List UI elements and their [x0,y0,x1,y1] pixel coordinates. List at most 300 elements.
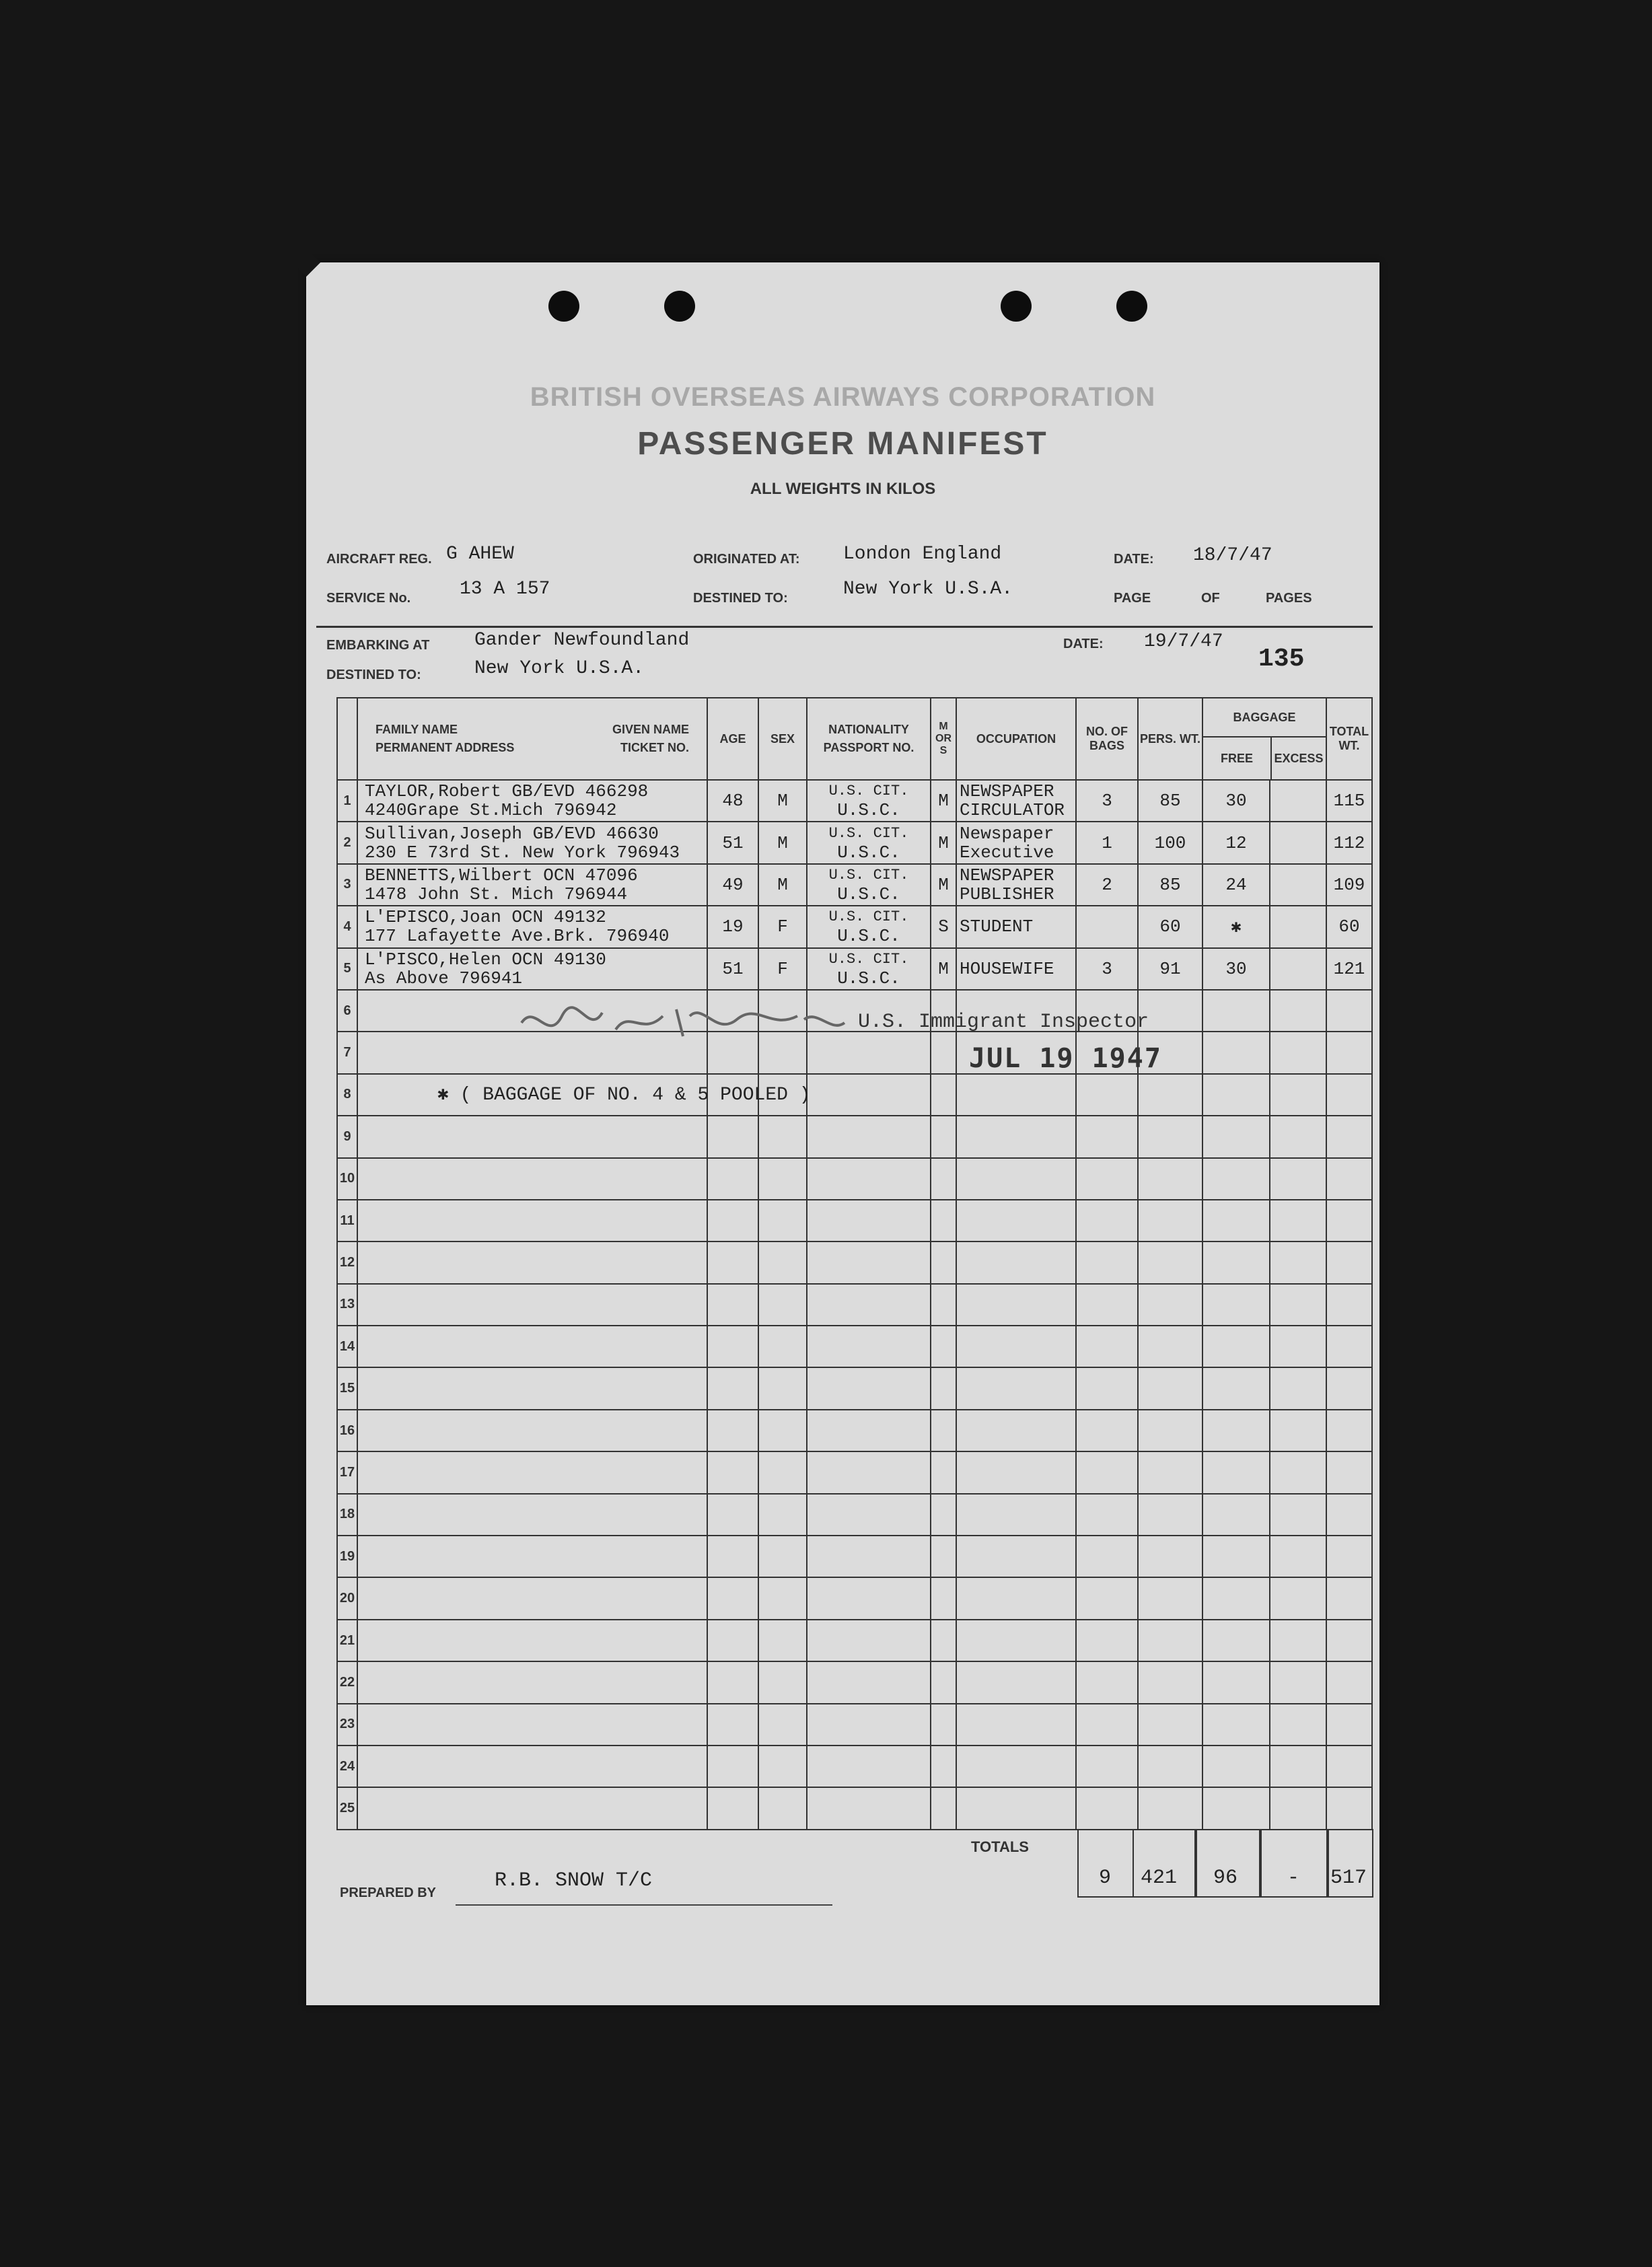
empty-cell [807,1704,931,1746]
empty-cell [1270,1158,1326,1200]
empty-cell [1202,1032,1270,1073]
total-weight: 60 [1326,906,1372,947]
empty-cell [1270,990,1326,1032]
totals-total: 517 [1330,1867,1367,1890]
empty-cell [931,1746,956,1787]
embark-destined-value: New York U.S.A. [474,658,645,679]
passenger-name-address [357,822,707,863]
empty-cell [956,1367,1076,1409]
empty-cell [1326,1200,1372,1242]
passport-line: U.S.C. [837,800,900,821]
empty-cell [931,1410,956,1451]
empty-cell [1202,1410,1270,1451]
passenger-age: 51 [707,948,758,990]
empty-cell [1076,1704,1138,1746]
empty-cell [807,1451,931,1493]
empty-cell [707,1200,758,1242]
passenger-marital: M [931,948,956,990]
baggage-free: 30 [1202,948,1270,990]
empty-cell [1076,1494,1138,1536]
table-row-empty [337,1746,1372,1787]
empty-cell [1202,990,1270,1032]
empty-cell [1202,1451,1270,1493]
empty-cell [357,1746,707,1787]
row-number: 9 [337,1116,357,1157]
empty-cell [758,1284,807,1326]
aircraft-reg-value: G AHEW [446,544,514,565]
punch-hole [1001,291,1032,322]
empty-cell [807,1410,931,1451]
sex-header: SEX [758,698,807,780]
empty-cell [1326,1451,1372,1493]
page-title: PASSENGER MANIFEST [637,426,1048,462]
empty-cell [1138,1620,1202,1661]
empty-cell [1076,1326,1138,1367]
empty-cell [1270,1661,1326,1703]
empty-cell [1326,1284,1372,1326]
empty-cell [1270,1242,1326,1283]
baggage-excess [1270,780,1326,822]
weights-note: ALL WEIGHTS IN KILOS [750,480,936,498]
empty-cell [1202,1787,1270,1829]
row-number: 22 [337,1661,357,1703]
row-number: 17 [337,1451,357,1493]
empty-cell [357,1494,707,1536]
empty-cell [758,1536,807,1577]
empty-cell [758,1410,807,1451]
passport-line: U.S.C. [837,842,900,863]
empty-cell [1326,1367,1372,1409]
occupation-line1: NEWSPAPER [960,781,1054,802]
empty-cell [956,1577,1076,1619]
row-number: 4 [337,906,357,947]
empty-cell [807,1536,931,1577]
totals-bags: 9 [1099,1867,1112,1890]
empty-cell [1270,1116,1326,1157]
row-number: 16 [337,1410,357,1451]
originated-value: London England [843,544,1002,565]
passenger-occupation [956,864,1076,906]
passenger-weight: 60 [1138,906,1202,947]
empty-cell [1326,1494,1372,1536]
row-number: 13 [337,1284,357,1326]
empty-cell [758,1242,807,1283]
empty-cell [1076,1451,1138,1493]
passenger-address: 230 E 73rd St. New York 796943 [365,842,680,863]
baggage-excess [1270,822,1326,863]
empty-cell [807,1661,931,1703]
empty-cell [357,1577,707,1619]
corporation-name: BRITISH OVERSEAS AIRWAYS CORPORATION [530,382,1156,412]
passenger-sex: M [758,822,807,863]
empty-cell [1326,1158,1372,1200]
empty-cell [1138,1284,1202,1326]
table-row-empty [337,990,1372,1032]
passenger-address: 4240Grape St.Mich 796942 [365,800,617,821]
passenger-name: TAYLOR,Robert GB/EVD 466298 [365,781,649,802]
empty-cell [1326,1577,1372,1619]
passenger-name: L'PISCO,Helen OCN 49130 [365,949,606,970]
punch-hole [1116,291,1147,322]
empty-cell [1076,1577,1138,1619]
empty-cell [1076,1158,1138,1200]
empty-cell [1326,1661,1372,1703]
empty-cell [807,1577,931,1619]
passenger-sex: M [758,780,807,822]
destined-label: DESTINED TO: [693,591,788,606]
empty-cell [1202,1367,1270,1409]
empty-cell [1326,1032,1372,1073]
empty-cell [707,1577,758,1619]
empty-cell [1202,1158,1270,1200]
empty-cell [1138,1158,1202,1200]
totals-free: 96 [1213,1867,1238,1890]
passenger-nationality [807,822,931,863]
empty-cell [931,1074,956,1116]
empty-cell [807,1200,931,1242]
passenger-weight: 100 [1138,822,1202,863]
empty-cell [707,1410,758,1451]
passport-line: U.S.C. [837,884,900,904]
table-row-empty [337,1158,1372,1200]
empty-cell [956,1074,1076,1116]
empty-cell [707,1451,758,1493]
destined-value: New York U.S.A. [843,579,1013,600]
row-number: 24 [337,1746,357,1787]
page-label: PAGE [1114,591,1151,606]
empty-cell [1270,1620,1326,1661]
baggage-excess [1270,948,1326,990]
empty-cell [707,1787,758,1829]
row-number: 18 [337,1494,357,1536]
total-weight: 109 [1326,864,1372,906]
passenger-name: L'EPISCO,Joan OCN 49132 [365,907,606,928]
empty-cell [707,1326,758,1367]
passenger-marital: M [931,780,956,822]
passenger-age: 48 [707,780,758,822]
table-row-empty [337,1116,1372,1157]
total-wt-header: TOTAL WT. [1326,698,1372,780]
inspection-date-stamp: JUL 19 1947 [969,1043,1162,1074]
table-row-empty [337,1032,1372,1073]
table-row-empty [337,1242,1372,1283]
empty-cell [931,1158,956,1200]
empty-cell [956,1326,1076,1367]
empty-cell [931,1577,956,1619]
empty-cell [1138,1326,1202,1367]
empty-cell [1202,1200,1270,1242]
passenger-occupation [956,906,1076,947]
passenger-marital: M [931,864,956,906]
table-row-empty [337,1577,1372,1619]
total-weight: 112 [1326,822,1372,863]
empty-cell [1326,1746,1372,1787]
empty-cell [1076,1200,1138,1242]
passenger-nationality [807,948,931,990]
empty-cell [956,1284,1076,1326]
empty-cell [1202,1661,1270,1703]
empty-cell [1138,1787,1202,1829]
row-number: 10 [337,1158,357,1200]
empty-cell [758,1787,807,1829]
empty-cell [357,1116,707,1157]
aircraft-reg-label: AIRCRAFT REG. [326,552,432,567]
empty-cell [1138,1074,1202,1116]
empty-cell [1270,1032,1326,1073]
empty-cell [1270,1787,1326,1829]
empty-cell [1138,1367,1202,1409]
empty-cell [1270,1410,1326,1451]
empty-cell [1076,1661,1138,1703]
empty-cell [956,1704,1076,1746]
empty-cell [956,1242,1076,1283]
baggage-free: 12 [1202,822,1270,863]
empty-cell [758,1326,807,1367]
empty-cell [1326,990,1372,1032]
empty-cell [1138,1116,1202,1157]
occupation-header: OCCUPATION [956,698,1076,780]
empty-cell [758,1200,807,1242]
empty-cell [1202,1242,1270,1283]
empty-cell [1270,1494,1326,1536]
passport-line: U.S.C. [837,926,900,947]
empty-cell [1270,1577,1326,1619]
nationality-line: U.S. CIT. [828,908,909,926]
empty-cell [931,1494,956,1536]
manifest-number: 135 [1258,645,1305,674]
prepared-by-label: PREPARED BY [340,1885,436,1900]
passenger-sex: F [758,906,807,947]
empty-cell [357,1410,707,1451]
table-row-empty [337,1410,1372,1451]
row-number: 1 [337,780,357,822]
passenger-weight: 85 [1138,780,1202,822]
row-number: 8 [337,1074,357,1116]
passenger-name-address [357,948,707,990]
table-row-empty [337,1661,1372,1703]
empty-cell [357,1704,707,1746]
empty-cell [1076,1116,1138,1157]
row-number: 2 [337,822,357,863]
passenger-occupation [956,822,1076,863]
empty-cell [956,1661,1076,1703]
embark-date-label: DATE: [1063,637,1104,651]
empty-cell [956,1410,1076,1451]
table-row [337,948,1372,990]
passenger-age: 49 [707,864,758,906]
totals-excess: - [1287,1867,1300,1890]
passenger-sex: M [758,864,807,906]
empty-cell [1270,1284,1326,1326]
occupation-line2: PUBLISHER [960,884,1054,904]
empty-cell [357,1620,707,1661]
empty-cell [931,1032,956,1073]
name-header: FAMILY NAME GIVEN NAME PERMANENT ADDRESS TICKET NO. [357,698,707,780]
nationality-header: NATIONALITY PASSPORT NO. [807,698,931,780]
row-number: 6 [337,990,357,1032]
date-value: 18/7/47 [1193,545,1272,566]
empty-cell [931,1242,956,1283]
empty-cell [357,1451,707,1493]
embarking-value: Gander Newfoundland [474,630,690,651]
passenger-occupation [956,948,1076,990]
originated-label: ORIGINATED AT: [693,552,800,567]
empty-cell [1076,1410,1138,1451]
passenger-age: 19 [707,906,758,947]
empty-cell [758,1620,807,1661]
empty-cell [1076,1284,1138,1326]
empty-cell [1138,1410,1202,1451]
empty-cell [1270,1200,1326,1242]
passenger-name-address [357,864,707,906]
empty-cell [1138,1536,1202,1577]
occupation-line2: CIRCULATOR [960,800,1065,821]
empty-cell [931,1284,956,1326]
empty-cell [357,1158,707,1200]
empty-cell [1326,1620,1372,1661]
row-number: 14 [337,1326,357,1367]
empty-cell [807,1494,931,1536]
empty-cell [1076,1536,1138,1577]
empty-cell [956,1158,1076,1200]
empty-cell [707,1661,758,1703]
service-value: 13 A 157 [460,579,550,600]
empty-cell [1076,1620,1138,1661]
empty-cell [1138,1704,1202,1746]
empty-cell [1270,1367,1326,1409]
empty-cell [1326,1536,1372,1577]
row-number: 3 [337,864,357,906]
empty-cell [1138,1494,1202,1536]
empty-cell [1076,1242,1138,1283]
table-row-empty [337,1620,1372,1661]
empty-cell [1202,1746,1270,1787]
date-label: DATE: [1114,552,1154,567]
empty-cell [956,1787,1076,1829]
nationality-line: U.S. CIT. [828,866,909,884]
empty-cell [807,1242,931,1283]
empty-cell [956,1536,1076,1577]
empty-cell [1270,1746,1326,1787]
table-row-empty [337,1704,1372,1746]
empty-cell [1138,1577,1202,1619]
empty-cell [1202,1536,1270,1577]
empty-cell [931,1787,956,1829]
empty-cell [807,1746,931,1787]
passenger-name: Sullivan,Joseph GB/EVD 46630 [365,823,659,844]
passenger-name: BENNETTS,Wilbert OCN 47096 [365,865,638,886]
empty-cell [1326,1242,1372,1283]
row-number: 25 [337,1787,357,1829]
empty-cell [931,1620,956,1661]
empty-cell [357,1536,707,1577]
embarking-label: EMBARKING AT [326,638,430,653]
row-number: 5 [337,948,357,990]
passenger-age: 51 [707,822,758,863]
empty-cell [1076,1746,1138,1787]
marital-header: M OR S [931,698,956,780]
inspector-signature [515,996,851,1050]
empty-cell [758,1577,807,1619]
row-number: 23 [337,1704,357,1746]
empty-cell [707,1158,758,1200]
passport-line: U.S.C. [837,968,900,988]
empty-cell [1202,1074,1270,1116]
embark-destined-label: DESTINED TO: [326,668,421,682]
row-number-header [337,698,357,780]
row-number: 11 [337,1200,357,1242]
passenger-name-address [357,906,707,947]
punch-hole [664,291,695,322]
row-number: 7 [337,1032,357,1073]
totals-pers-wt: 421 [1141,1867,1178,1890]
empty-cell [707,1536,758,1577]
empty-cell [758,1367,807,1409]
passenger-sex: F [758,948,807,990]
prepared-by-value: R.B. SNOW T/C [495,1869,653,1892]
table-row-empty [337,1451,1372,1493]
divider [316,626,1373,628]
empty-cell [1138,1242,1202,1283]
empty-cell [758,1704,807,1746]
empty-cell [1202,1704,1270,1746]
table-row-empty [337,1326,1372,1367]
empty-cell [1326,1116,1372,1157]
empty-cell [956,1116,1076,1157]
empty-cell [931,1116,956,1157]
empty-cell [931,1661,956,1703]
empty-cell [1270,1536,1326,1577]
total-weight: 115 [1326,780,1372,822]
empty-cell [707,1284,758,1326]
baggage-excess [1270,906,1326,947]
empty-cell [758,1661,807,1703]
empty-cell [1326,1326,1372,1367]
row-number: 12 [337,1242,357,1283]
empty-cell [1076,1367,1138,1409]
row-number: 19 [337,1536,357,1577]
manifest-sheet [306,262,1379,2005]
empty-cell [1202,1494,1270,1536]
empty-cell [807,1620,931,1661]
pers-wt-header: PERS. WT. [1138,698,1202,780]
pooled-baggage-note: ✱ ( BAGGAGE OF NO. 4 & 5 POOLED ) [437,1085,811,1106]
table-row-empty [337,1284,1372,1326]
empty-cell [931,1451,956,1493]
passenger-bags: 3 [1076,780,1138,822]
passenger-address: As Above 796941 [365,968,523,988]
empty-cell [807,1116,931,1157]
table-row [337,864,1372,906]
empty-cell [956,1620,1076,1661]
passenger-address: 1478 John St. Mich 796944 [365,884,628,904]
empty-cell [1076,1787,1138,1829]
empty-cell [1138,1200,1202,1242]
nationality-line: U.S. CIT. [828,950,909,968]
table-row-empty [337,1787,1372,1829]
occupation-line2: STUDENT [960,916,1034,937]
table-row-empty [337,1536,1372,1577]
baggage-header: BAGGAGE FREE EXCESS [1202,698,1326,780]
embark-date-value: 19/7/47 [1144,631,1223,652]
empty-cell [1202,1284,1270,1326]
of-label: OF [1201,591,1220,606]
table-row-empty [337,1494,1372,1536]
pages-label: PAGES [1266,591,1312,606]
table-row-empty [337,1200,1372,1242]
empty-cell [707,1367,758,1409]
age-header: AGE [707,698,758,780]
